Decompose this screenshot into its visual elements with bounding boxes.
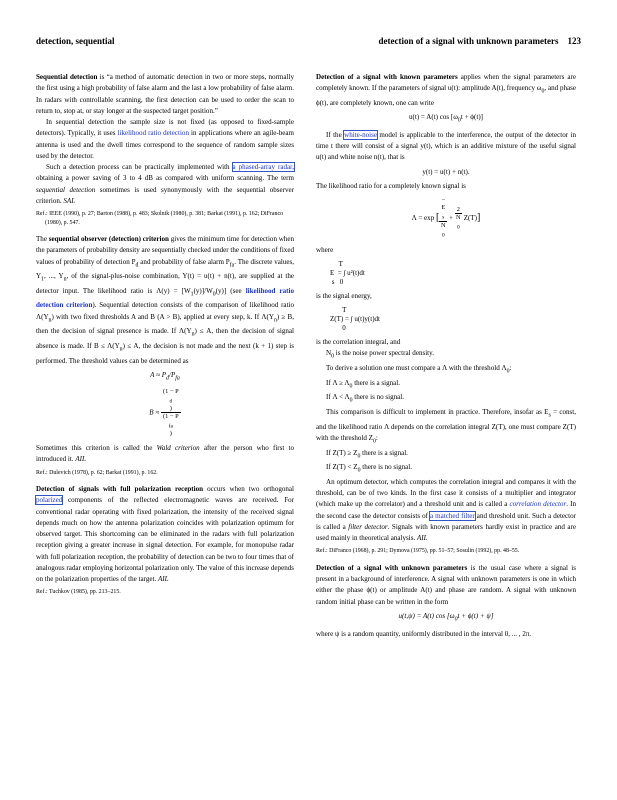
eq-text: B ≈ — [149, 408, 160, 416]
text: there is a signal. — [352, 378, 400, 387]
fraction — [161, 388, 181, 438]
text: If Z(T) < Z — [326, 463, 358, 472]
text: If Λ ≥ Λ — [326, 378, 350, 387]
reference: Ref.: Tuchkov (1985), pp. 213–215. — [36, 589, 121, 596]
paragraph — [36, 443, 294, 466]
text: If Λ < Λ — [326, 393, 350, 402]
text: in applications where an agile-beam antenna is used and the dwell times correspond to the sequence of random sample sizes used by the detector. — [36, 129, 294, 160]
text: sometimes is used synonymously with the sequential observer criterion. — [36, 185, 294, 205]
condition-line — [316, 462, 576, 477]
text: ). Sequential detection consists of the comparison of likelihood ratio Λ(Y — [36, 301, 295, 321]
equation-random-phase — [316, 611, 576, 626]
entry-full-polarization — [36, 484, 294, 585]
link-matched-filter[interactable]: a matched filter — [430, 511, 475, 520]
condition-line — [316, 378, 576, 393]
eq-text: t + ϕ(t) + ψ] — [457, 611, 494, 620]
entry-heading: Detection of a signal with unknown parameters — [316, 563, 468, 572]
condition-line — [316, 448, 576, 463]
text: and probability of false alarm P — [138, 257, 230, 266]
equation-mixture: y(t) = u(t) + n(t). — [422, 167, 470, 176]
subscript: 0 — [372, 438, 376, 445]
paragraph — [316, 363, 576, 378]
subscript: 0 — [454, 616, 458, 623]
paragraph — [316, 477, 576, 545]
text: ) ≤ A, the decision is not made and the next (k + 1) step is performed. The threshold values can be determined as — [36, 342, 294, 365]
text: is the usual case where a signal is present in a background of interference. A signal with unknown parameters is one in which either the phase ϕ(t) or amplitude A(t) and phase are random. A signal with unknown random initial phase can be written in the form — [316, 563, 576, 606]
text: Sometimes this criterion is called the — [36, 444, 157, 453]
link-polarized[interactable]: polarized — [36, 496, 63, 505]
running-header — [36, 36, 581, 50]
text: An optimum detector, which computes the correlation integral and compares it with the threshold, can be of two kinds. In the first case it consists of a multiplier and integrator (which make up the correlator) and a threshold unit and is called a — [316, 477, 576, 509]
author-signature: AIL — [75, 455, 86, 464]
entry-heading: Sequential detection — [36, 73, 98, 81]
paragraph: is the signal energy, — [316, 291, 372, 300]
text: . The discrete values, Y — [36, 257, 294, 281]
entry-unknown-parameters — [316, 563, 576, 608]
text: there is no signal. — [360, 463, 412, 472]
subscript: 1 — [41, 276, 45, 283]
text: (y)] (see — [215, 286, 246, 295]
author-signature: AIL — [416, 534, 428, 543]
italic-term: sequential detection — [36, 185, 96, 194]
text: If the — [326, 130, 345, 139]
text: there is a signal. — [360, 448, 408, 457]
author-signature: AIL — [157, 575, 169, 584]
subscript: 0 — [357, 452, 361, 459]
page-number: 123 — [567, 36, 581, 46]
entry-sequential-observer — [36, 234, 294, 367]
text: To derive a solution one must compare a Λ with the threshold Λ — [326, 364, 507, 373]
link-likelihood-ratio-criterion[interactable]: likelihood ratio detection criterion — [36, 286, 294, 310]
link-correlation-detector[interactable]: correlation detector — [509, 500, 567, 509]
subscript: 1 — [190, 291, 194, 298]
text: (y)]/W — [193, 286, 213, 295]
text: is the noise power spectral density. — [334, 349, 434, 358]
text: occurs when two orthogonal — [203, 485, 294, 494]
subscript: 0 — [457, 117, 461, 124]
fraction — [455, 206, 462, 231]
link-white-noise[interactable]: white-noise — [344, 130, 378, 139]
eq-text: E — [441, 204, 446, 212]
eq-text: /P — [168, 370, 176, 379]
text: . Signals with known parameters hardly exist in practice and are used mainly in theoretical analysis. — [316, 522, 577, 543]
eq-text: 2 — [456, 205, 460, 213]
text: after the person who first to introduced it. — [36, 444, 295, 464]
subscript: n — [119, 346, 123, 353]
paragraph: where — [316, 245, 334, 254]
paragraph: where ψ is a random quantity, uniformly distributed in the interval 0, ... , 2π. — [316, 629, 532, 638]
paragraph — [36, 117, 294, 162]
header-left-keyword: detection, sequential — [36, 36, 115, 46]
entry-heading: Detection of signals with full polarization reception — [36, 485, 204, 494]
subscript: fa — [168, 423, 173, 430]
subscript: fa — [229, 261, 235, 268]
eq-text: Λ = exp — [411, 213, 435, 222]
text: ) ≤ A, then the decision of signal absence is made. If B ≤ Λ(Y — [36, 327, 294, 351]
link-likelihood-ratio-detection[interactable]: likelihood ratio detection — [117, 129, 189, 138]
text: If Z(T) ≥ Z — [326, 448, 358, 457]
eq-text: ) — [169, 430, 172, 438]
subscript: s — [548, 412, 551, 419]
text: there is no signal. — [352, 393, 405, 402]
equation-threshold-a — [36, 370, 294, 385]
subscript: n — [63, 276, 67, 283]
subscript: 0 — [349, 397, 353, 404]
paragraph — [316, 348, 576, 363]
entry-heading: Detection of a signal with known parameters — [316, 73, 458, 81]
equation-energy-integral: T E = ∫ u²(t)dt s 0 — [330, 259, 365, 286]
italic-term: Wald criterion — [156, 444, 200, 453]
text: model is applicable to the interference, the output of the detector in time t there will consist of a signal y(t), which is an additive mixture of the useful signal u(t) and white noise n(t), that is — [316, 130, 576, 162]
text: , ..., Y — [44, 272, 64, 281]
reference: Ref.: IEEE (1990), p. 27; Barton (1988), p. 483; Skolnik (1980), p. 381; Barkat (1991), p. 162; DiFranco (1980), p. 547. — [36, 211, 284, 226]
eq-text: N — [456, 213, 461, 221]
text: = const, and the likelihood ratio Λ depends on the correlation integral Z(T), one must compare Z(T) with the threshold Z — [316, 408, 576, 442]
text: ) with two fixed thresholds A and B (A > B), applied at every step, k. If Λ(Y — [51, 312, 274, 321]
header-right — [378, 36, 581, 46]
subscript: s — [442, 214, 445, 221]
paragraph — [316, 130, 576, 164]
text: , and phase ϕ(t), are completely known, one can write — [316, 84, 576, 107]
text: Such a detection process can be practically implemented with — [46, 163, 233, 171]
eq-text: N — [440, 222, 446, 230]
subscript: 0 — [349, 383, 353, 390]
text: The — [36, 235, 49, 243]
reference: Ref.: DiFranco (1968), p. 291; Dymova (1975), pp. 51–57; Sosulin (1992), pp. 48–55. — [316, 548, 520, 555]
link-phased-array-radar[interactable]: a phased-array radar, — [232, 163, 294, 171]
eq-text: A ≈ P — [150, 370, 167, 379]
subscript: 0 — [441, 232, 445, 239]
subscript: 0 — [541, 88, 545, 95]
condition-line — [316, 392, 576, 407]
text: obtaining a power saving of 3 to 4 dB as compared with uniform scanning. The term — [36, 174, 294, 183]
subscript: 0 — [506, 368, 510, 375]
italic-term: filter detector — [348, 522, 388, 531]
eq-text: Z(T) — [463, 213, 478, 222]
author-signature: SAL — [63, 196, 76, 205]
entry-known-parameters — [316, 72, 576, 109]
text: ) ≥ B, then the decision of signal presence is made. If Λ(Y — [36, 312, 294, 336]
subscript: n — [273, 317, 277, 324]
left-column — [36, 72, 294, 604]
text: , of the signal-plus-noise combination, Y(t) = u(t) + n(t), are supplied at the detector input. The likelihood ratio is Λ(y) = [W — [36, 272, 294, 295]
entry-sequential-detection — [36, 72, 294, 117]
subscript: fa — [175, 375, 180, 382]
text: applies when the signal parameters are completely known. If the parameters of signal u(t): amplitude A(t), frequency ω — [316, 73, 576, 93]
subscript: 0 — [331, 353, 335, 360]
right-column — [316, 72, 576, 640]
equation-correlation-integral: T Z(T) = ∫ u(t)y(t)dt 0 — [330, 306, 380, 333]
subscript: d — [166, 375, 169, 382]
subscript: d — [135, 261, 139, 268]
eq-text: ) — [169, 404, 172, 412]
eq-text: u(t) = A(t) cos [ω — [408, 113, 458, 122]
entry-text: is “a method of automatic detection in two or more steps, normally the first using a high probability of false alarm and the last a low probability of false alarm. In radars with controllable scanning, the first detection can be used to order the scan to return to, stop at, or stay longer at the suspected target position.” — [36, 73, 294, 115]
paragraph — [316, 407, 576, 448]
subscript: 0 — [212, 291, 216, 298]
text: N — [326, 349, 332, 358]
eq-text: (1 − P — [163, 412, 179, 420]
text: gives the minimum time for detection when the parameters of probability density are sequentially checked under the conditions of fixed values of probability of detection P — [36, 235, 295, 266]
text: This comparison is difficult to implement in practice. Therefore, insofar as E — [326, 408, 549, 416]
subscript: 0 — [357, 467, 361, 474]
paragraph — [36, 162, 294, 207]
eq-text: (1 − P — [163, 387, 179, 395]
equation-signal — [316, 112, 576, 127]
equation-threshold-b — [36, 388, 294, 438]
text: components of the reflected electromagnetic waves are received. For conventional radar operating with fixed polarization, the intensity of the received signal depends much on how the antenna polarization coincides with polarization optimum for observed target. This shortcoming can be eliminated in the radars with full polarization reception giving a greater increase in signal detection. For example, for monopulse radar with full polarization reception, the probability of detection can be two to four times that of analogous radar employing horizontal polarization only. The value of this increase depends on the polarization properties of the target. — [36, 496, 294, 584]
subscript: n — [48, 317, 52, 324]
text: and threshold unit. Such a detector is called a — [316, 511, 577, 531]
text: . In the second case the detector consists of — [316, 500, 576, 520]
paragraph: is the correlation integral, and — [316, 338, 401, 347]
equation-likelihood: Λ = exp [ − E $_s$ N $_0$ + 2 N $_0$ Z(T)] — [411, 197, 481, 239]
subscript: d — [169, 397, 173, 404]
header-right-keyword: detection of a signal with unknown parameters — [378, 36, 559, 46]
eq-text: t + ϕ(t)] — [460, 113, 484, 122]
text: : — [375, 433, 378, 442]
fraction: − E $_s$ N $_0$ — [440, 197, 446, 239]
entry-heading: sequential observer (detection) criterion — [48, 235, 169, 243]
reference: Ref.: Dulevich (1978), p. 62; Barkat (1991), p. 162. — [36, 469, 158, 476]
subscript: 0 — [457, 223, 460, 230]
text: : — [509, 364, 512, 373]
eq-text: u(t,ψ) = A(t) cos [ω — [398, 611, 455, 620]
subscript: n — [191, 331, 195, 338]
paragraph: The likelihood ratio for a completely known signal is — [316, 181, 466, 190]
text: In sequential detection the sample size is not fixed (as opposed to fixed-sample detectors). Typically, it uses — [36, 118, 294, 138]
